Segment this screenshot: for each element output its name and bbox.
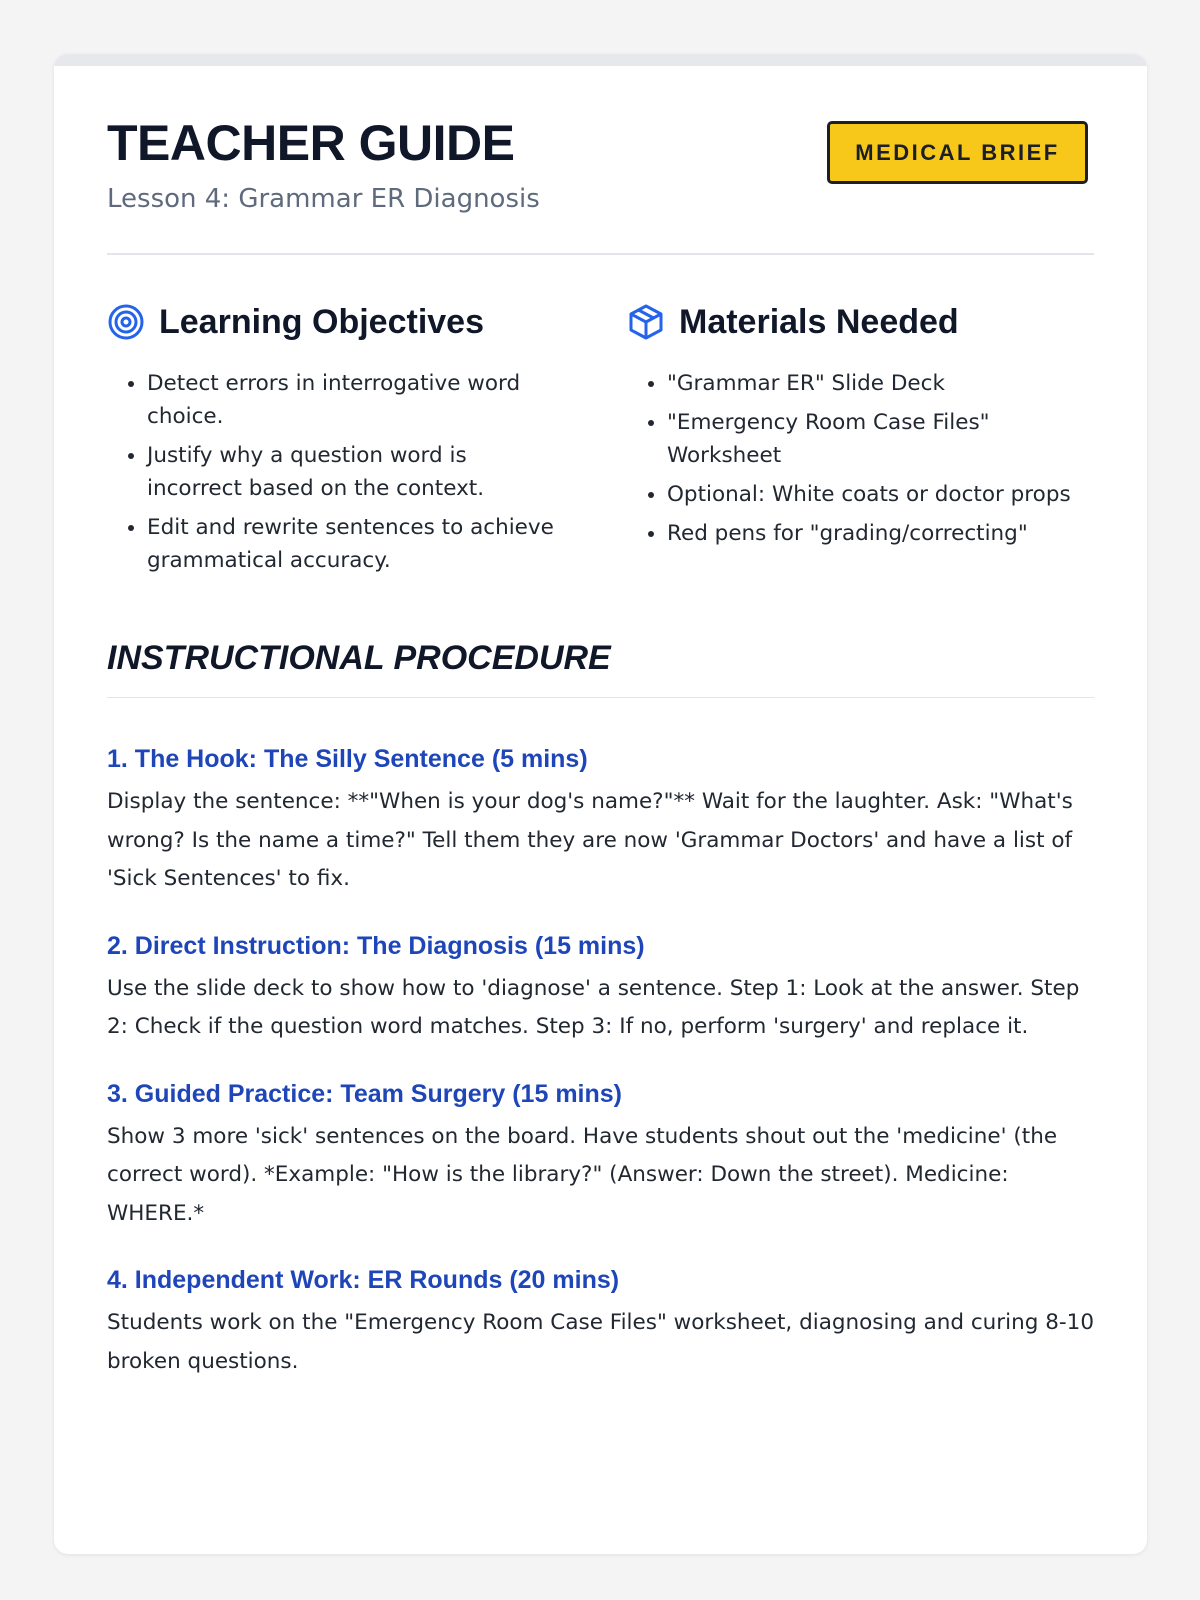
step-description: Use the slide deck to show how to 'diagnose' a sentence. Step 1: Look at the answer. Step 2: Check if the question word matches. Step 3: If no, perform 'surgery' and replace it. — [107, 975, 1080, 1039]
objective-item: • Detect errors in interrogative word choice. — [147, 367, 567, 433]
step-title: 4. Independent Work: ER Rounds (20 mins) — [107, 1266, 620, 1294]
card-top-bar — [54, 54, 1147, 66]
materials-list — [627, 367, 1087, 550]
lesson-subtitle: Lesson 4: Grammar ER Diagnosis — [107, 184, 540, 214]
teacher-guide-card — [54, 54, 1147, 1554]
step-title: 1. The Hook: The Silly Sentence (5 mins) — [107, 745, 588, 773]
material-item: • Red pens for "grading/correcting" — [667, 517, 1087, 550]
materials-needed-title: Materials Needed — [679, 302, 959, 341]
learning-objectives-title: Learning Objectives — [159, 302, 484, 341]
step-description: Display the sentence: **"When is your dog's name?"** Wait for the laughter. Ask: "What's wrong? Is the name a time?" Tell them they are now 'Grammar Doctors' and have a list of 'Sick Sentences' to fix. — [107, 789, 1073, 891]
box-icon — [627, 303, 665, 341]
materials-needed-section — [627, 297, 1087, 556]
procedure-step — [107, 1263, 1097, 1381]
procedure-divider — [107, 697, 1094, 698]
step-title: 2. Direct Instruction: The Diagnosis (15 mins) — [107, 931, 645, 960]
step-title: 3. Guided Practice: Team Surgery (15 mins) — [107, 1079, 622, 1108]
material-item: • Optional: White coats or doctor props — [667, 478, 1087, 511]
objective-item: • Justify why a question word is incorrect based on the context. — [147, 439, 567, 505]
target-icon — [107, 303, 145, 341]
procedure-step — [107, 1077, 1097, 1234]
materials-needed-header — [627, 297, 1087, 347]
material-item: • "Grammar ER" Slide Deck — [667, 367, 1087, 400]
learning-objectives-section — [107, 297, 567, 583]
learning-objectives-header — [107, 297, 567, 347]
objective-item: • Edit and rewrite sentences to achieve grammatical accuracy. — [147, 511, 567, 577]
medical-brief-badge: MEDICAL BRIEF — [827, 121, 1088, 184]
step-description: Students work on the "Emergency Room Case Files" worksheet, diagnosing and curing 8-10 broken questions. — [107, 1310, 1095, 1374]
procedure-steps — [107, 742, 1097, 1411]
header-divider — [107, 253, 1094, 255]
material-item: • "Emergency Room Case Files" Worksheet — [667, 406, 1087, 472]
step-description: Show 3 more 'sick' sentences on the board. Have students shout out the 'medicine' (the correct word). *Example: "How is the library?" (Answer: Down the street). Medicine: WHERE.* — [107, 1123, 1058, 1226]
objectives-list — [107, 367, 567, 577]
instructional-procedure-heading: INSTRUCTIONAL PROCEDURE — [107, 639, 611, 677]
procedure-step — [107, 742, 1097, 899]
page-title: TEACHER GUIDE — [107, 115, 515, 171]
procedure-step — [107, 929, 1097, 1047]
